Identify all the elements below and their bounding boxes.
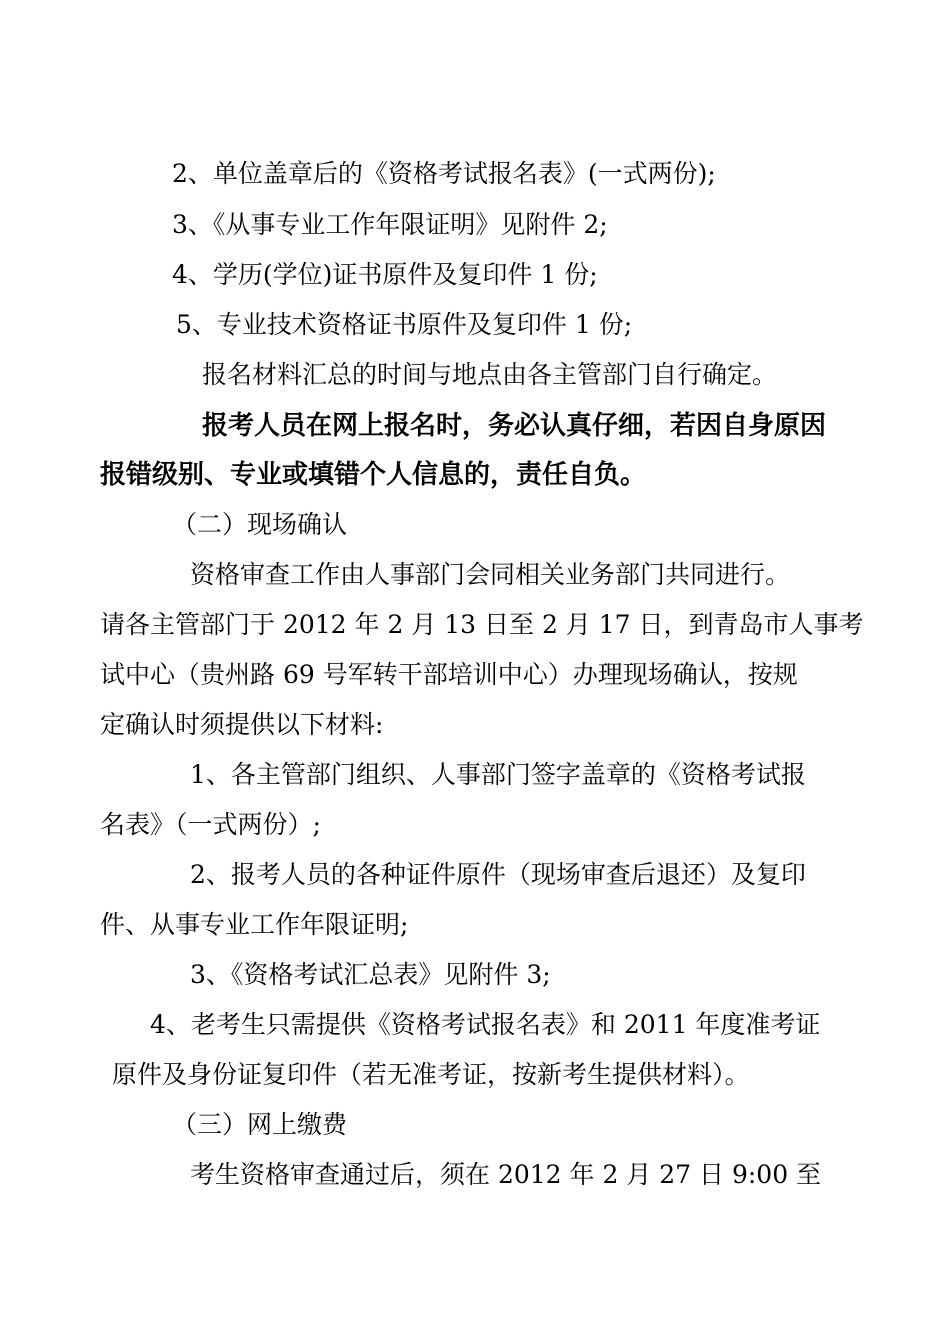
confirm-item-1-line-2: 名表》（一式两份）;	[100, 810, 321, 839]
paragraph-line-1: 资格审查工作由人事部门会同相关业务部门共同进行。	[190, 560, 791, 589]
confirm-item-1-line-1: 1、各主管部门组织、人事部门签字盖章的《资格考试报	[190, 760, 806, 789]
section-heading-online-payment: （三）网上缴费	[172, 1110, 348, 1139]
confirm-item-3: 3、《资格考试汇总表》见附件 3;	[190, 960, 551, 989]
paragraph-line-3: 试中心（贵州路 69 号军转干部培训中心）办理现场确认，按规	[100, 660, 798, 689]
item-4-education-certificate: 4、学历(学位)证书原件及复印件 1 份;	[172, 260, 598, 289]
materials-time-place-note: 报名材料汇总的时间与地点由各主管部门自行确定。	[202, 360, 778, 389]
section-heading-onsite-confirmation: （二）现场确认	[172, 510, 348, 539]
payment-paragraph-line-1: 考生资格审查通过后，须在 2012 年 2 月 27 日 9:00 至	[190, 1160, 822, 1189]
confirm-item-4-line-2: 原件及身份证复印件（若无准考证，按新考生提供材料）。	[112, 1060, 750, 1089]
confirm-item-2-line-1: 2、报考人员的各种证件原件（现场审查后退还）及复印	[190, 860, 806, 889]
confirm-item-2-line-2: 件、从事专业工作年限证明;	[100, 910, 409, 939]
item-3-work-years-proof: 3、《从事专业工作年限证明》见附件 2;	[172, 210, 608, 239]
paragraph-line-2: 请各主管部门于 2012 年 2 月 13 日至 2 月 17 日，到青岛市人事考	[100, 610, 864, 639]
item-5-qualification-certificate: 5、专业技术资格证书原件及复印件 1 份;	[176, 310, 633, 339]
warning-line-1: 报考人员在网上报名时，务必认真仔细，若因自身原因	[202, 411, 827, 441]
item-2-stamped-form: 2、单位盖章后的《资格考试报名表》(一式两份);	[172, 159, 716, 188]
paragraph-line-4: 定确认时须提供以下材料:	[100, 710, 384, 739]
confirm-item-4-line-1: 4、老考生只需提供《资格考试报名表》和 2011 年度准考证	[150, 1010, 821, 1039]
warning-line-2: 报错级别、专业或填错个人信息的，责任自负。	[100, 460, 647, 490]
